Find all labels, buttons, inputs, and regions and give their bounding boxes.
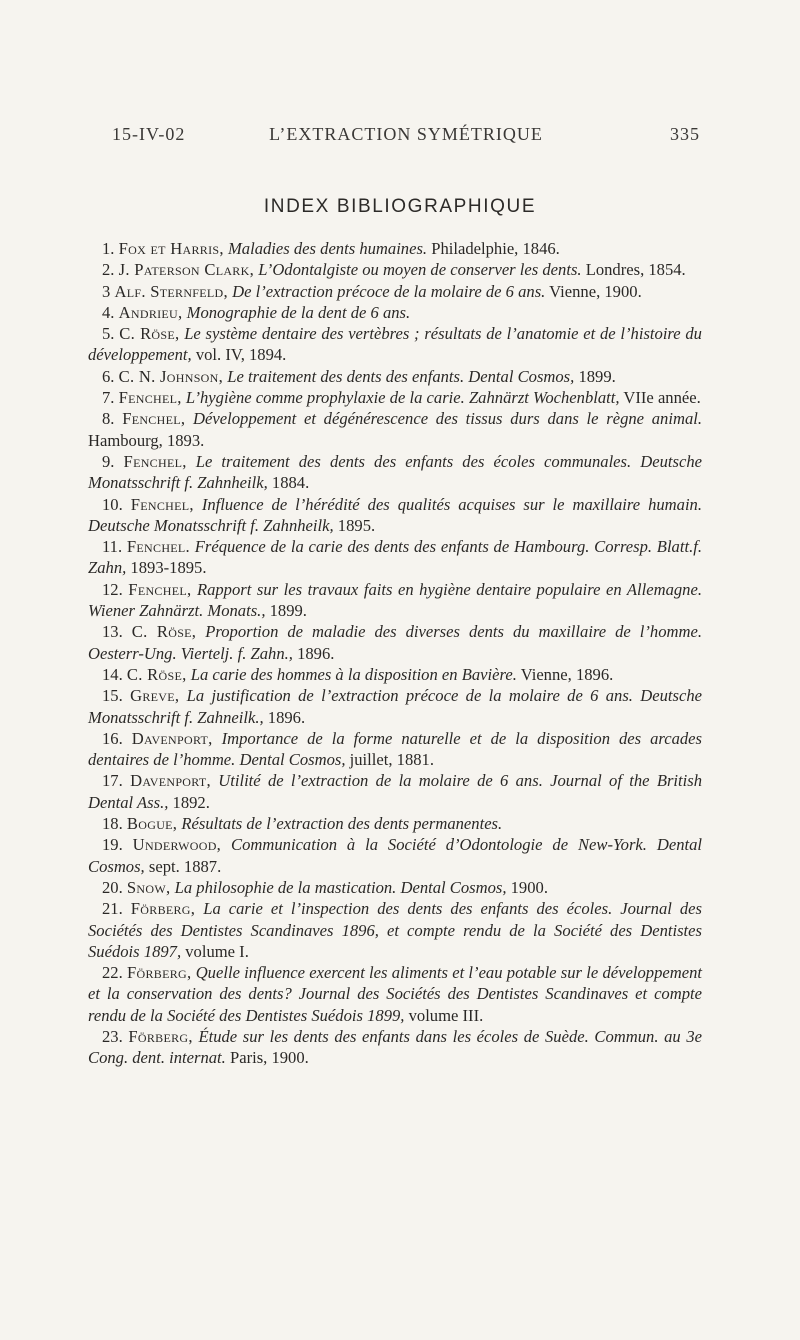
entry-title: De l’extraction précoce de la molaire de 6 ans. (232, 281, 546, 301)
entry-author: Davenport, (131, 728, 213, 748)
entry-title: Le traitement des dents des enfants. Dental Cosmos, (227, 366, 575, 386)
entry-publication: Londres, 1854. (581, 260, 686, 280)
bibliography-entry (88, 259, 702, 280)
entry-number: 13. (102, 622, 123, 642)
bibliography-entry (88, 494, 702, 537)
entry-publication: Paris, 1900. (225, 1048, 309, 1068)
bibliography-list (88, 238, 702, 1069)
entry-publication: 1899. (265, 601, 307, 621)
entry-author: Alf. Sternfeld, (114, 281, 228, 301)
entry-title: Maladies des dents humaines. (227, 239, 428, 258)
entry-title: Utilité de l’extraction de la molaire de 6 ans. Journal of the British Dental Ass., (88, 771, 703, 812)
entry-title: Étude sur les dents des enfants dans les écoles de Suède. Commun. au 3e Cong. dent. internat. (88, 1026, 702, 1068)
entry-number: 2. (102, 260, 115, 280)
entry-publication: 1899. (574, 366, 616, 386)
entry-title: La carie et l’inspection des dents des enfants des écoles. Journal des Sociétés des Dentistes Scandinaves 1896, et compte rendu de la Société des Dentistes Suédois 1897, (88, 899, 702, 961)
entry-publication: Hambourg, 1893. (88, 430, 205, 450)
entry-author: Snow, (126, 877, 171, 897)
entry-number: 1. (102, 239, 115, 258)
entry-number: 11. (102, 537, 123, 557)
entry-publication: vol. IV, 1894. (191, 345, 287, 365)
entry-number: 14. (102, 664, 123, 684)
running-head (112, 124, 700, 148)
bibliography-entry (88, 813, 702, 834)
entry-title: Fréquence de la carie des dents des enfants de Hambourg. Corresp. Blatt.f. Zahn, (88, 537, 702, 578)
entry-title: La justification de l’extraction précoce de la molaire de 6 ans. Deutsche Monatsschrift f. Zahneilk., (88, 686, 703, 727)
bibliography-entry (88, 238, 702, 259)
entry-publication: 1900. (506, 877, 548, 897)
bibliography-entry (88, 387, 702, 408)
bibliography-entry (88, 834, 702, 877)
entry-author: Andrieu, (118, 302, 183, 322)
bibliography-entry (88, 408, 702, 451)
bibliography-entry (88, 366, 702, 387)
entry-publication: 1895. (333, 515, 376, 535)
entry-title: Développement et dégénérescence des tissus durs dans le règne animal. (193, 409, 702, 429)
entry-publication: 1893-1895. (126, 558, 207, 578)
entry-number: 7. (102, 388, 115, 408)
bibliography-entry (88, 451, 702, 494)
entry-title: Communication à la Société d’Odontologie de New-York. Dental Cosmos, (88, 835, 703, 876)
entry-title: Quelle influence exercent les aliments et l’eau potable sur le développement et la conservation des dents? Journal des Sociétés des Dentistes Scandinaves et compte rendu de la Société des Dentistes Suédois 1899, (88, 963, 702, 1025)
entry-title: Le système dentaire des vertèbres ; résultats de l’anatomie et de l’histoire du développement, (88, 324, 702, 365)
entry-number: 8. (102, 409, 115, 429)
entry-number: 10. (102, 494, 123, 514)
entry-author: Greve, (130, 686, 180, 706)
entry-author: Fox et Harris, (118, 239, 224, 258)
entry-author: Underwood, (132, 835, 222, 855)
entry-number: 23. (102, 1026, 123, 1046)
entry-author: C. Röse, (126, 664, 187, 684)
bibliography-entry (88, 536, 702, 579)
entry-publication: 1892. (168, 792, 210, 812)
entry-publication: 1884. (267, 473, 310, 493)
entry-author: J. Paterson Clark, (118, 260, 255, 280)
entry-author: C. Röse, (119, 324, 180, 344)
bibliography-entry (88, 323, 702, 366)
entry-author: Fenchel, (118, 388, 182, 408)
entry-publication: volume III. (404, 1005, 484, 1025)
entry-author: Fenchel, (123, 451, 187, 471)
running-head-date: 15-IV-02 (112, 124, 186, 144)
bibliography-entry (88, 1026, 702, 1069)
entry-author: Förberg, (130, 899, 196, 919)
bibliography-entry (88, 579, 702, 622)
entry-title: Monographie de la dent de 6 ans. (186, 302, 411, 322)
entry-number: 19. (102, 835, 123, 855)
entry-number: 20. (102, 877, 123, 897)
entry-title: Proportion de maladie des diverses dents du maxillaire de l’homme. Oesterr-Ung. Viertelj. f. Zahn., (88, 622, 702, 663)
entry-title: Influence de l’hérédité des qualités acquises sur le maxillaire humain. Deutsche Monatsschrift f. Zahnheilk, (88, 494, 702, 535)
bibliography-entry (88, 898, 702, 962)
entry-publication: Philadelphie, 1846. (427, 239, 560, 258)
entry-author: Förberg, (127, 963, 192, 983)
entry-author: C. N. Johnson, (118, 366, 224, 386)
entry-publication: juillet, 1881. (345, 750, 434, 770)
page-number: 335 (670, 124, 700, 144)
entry-publication: Vienne, 1900. (545, 281, 642, 301)
entry-author: Fenchel, (130, 494, 194, 514)
entry-author: Bogue, (126, 814, 178, 834)
entry-number: 21. (102, 899, 123, 919)
entry-number: 5. (102, 324, 115, 344)
entry-author: Fenchel, (122, 409, 186, 429)
entry-number: 12. (102, 579, 123, 599)
entry-author: Förberg, (128, 1026, 193, 1046)
entry-publication: VIIe année. (619, 388, 701, 408)
entry-number: 15. (102, 686, 123, 706)
entry-number: 6. (102, 366, 115, 386)
entry-author: Fenchel. (126, 537, 190, 557)
entry-number: 9. (102, 451, 115, 471)
entry-number: 18. (102, 814, 123, 834)
entry-author: Fenchel, (128, 579, 192, 599)
bibliography-entry (88, 962, 702, 1026)
entry-title: L’Odontalgiste ou moyen de conserver les dents. (258, 260, 582, 280)
entry-number: 16. (102, 728, 123, 748)
bibliography-entry (88, 664, 702, 685)
entry-publication: sept. 1887. (144, 856, 222, 876)
entry-title: Rapport sur les travaux faits en hygiène dentaire populaire en Allemagne. Wiener Zahnärzt. Monats., (88, 579, 702, 621)
bibliography-entry (88, 877, 702, 898)
entry-author: Davenport, (130, 771, 211, 791)
entry-author: C. Röse, (131, 622, 197, 642)
bibliography-entry (88, 685, 702, 728)
entry-publication: Vienne, 1896. (516, 664, 614, 684)
section-title: INDEX BIBLIOGRAPHIQUE (263, 196, 537, 217)
bibliography-entry (88, 770, 702, 813)
running-head-title: L’EXTRACTION SYMÉTRIQUE (269, 124, 543, 144)
bibliography-entry (88, 302, 702, 323)
bibliography-entry (88, 281, 702, 302)
entry-publication: 1896. (292, 643, 335, 663)
entry-number: 17. (102, 771, 123, 791)
entry-title: La carie des hommes à la disposition en Bavière. (190, 664, 517, 684)
entry-title: Résultats de l’extraction des dents permanentes. (181, 814, 503, 834)
entry-number: 4. (102, 302, 115, 322)
entry-title: Importance de la forme naturelle et de la disposition des arcades dentaires de l’homme. Dental Cosmos, (88, 728, 703, 770)
bibliography-entry (88, 728, 702, 771)
bibliography-entry (88, 621, 702, 664)
entry-number: 22. (102, 963, 123, 983)
entry-number: 3 (102, 281, 111, 301)
entry-publication: volume I. (181, 941, 249, 961)
entry-title: Le traitement des dents des enfants des écoles communales. Deutsche Monatsschrift f. Zahnheilk, (88, 451, 702, 493)
entry-publication: 1896. (263, 707, 306, 727)
entry-title: La philosophie de la mastication. Dental Cosmos, (174, 877, 507, 897)
entry-title: L’hygiène comme prophylaxie de la carie. Zahnärzt Wochenblatt, (185, 388, 620, 408)
